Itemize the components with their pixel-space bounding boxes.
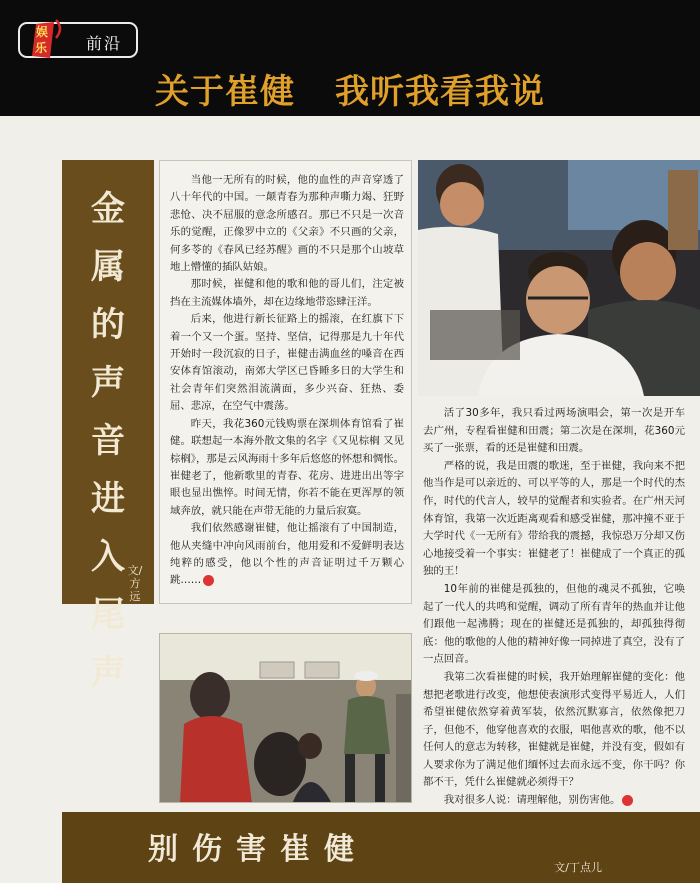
article2-paragraph: 我第二次看崔健的时候，我开始理解崔健的变化：他想把老歌进行改变，他想使表演形式变得平易近人，人们希望崔健依然穿着黄军装，依然沉默寡言，依然像把刀子，但他不，他穿他喜欢的衣服，唱他喜欢的歌，他不以任何人的意志为转移，崔健就是崔健，并没有变，假如有人要求你为了满足他们缅怀过去而永远不变，你干吗？你都不干，凭什么崔健就必须得干？ xyxy=(423,670,685,789)
article1-paragraph: 昨天，我花360元钱购票在深圳体育馆看了崔健。联想起一本海外散文集的名字《又见棕榈 又见棕榈》，那是云风海雨十多年后悠悠的怀想和惆怅。崔健老了，他新歌里的青春、花房、进进出出等字眼也显出憔悴。时间无情，你若不能在更浑厚的领域奔放，就只能在声带无能的力量后寂寞。 xyxy=(170,417,404,517)
article2-body xyxy=(423,405,685,810)
end-mark-icon xyxy=(203,575,214,586)
article1-body xyxy=(159,160,412,604)
svg-text:乐: 乐 xyxy=(35,41,48,55)
rehearsal-photo xyxy=(418,160,700,396)
article1-paragraph: 当他一无所有的时候，他的血性的声音穿透了八十年代的中国。一颠青春为那种声嘶力竭、狂野悲怆、决不屈服的意念所感召。那已不只是一次音乐的觉醒，正像罗中立的《父亲》不只画的父亲，何多苓的《春风已经苏醒》画的不只是那个山坡草地上懵懂的插队姑娘。 xyxy=(170,174,404,274)
article2-byline: 文/丁点儿 xyxy=(554,861,602,874)
yule-logo-icon xyxy=(30,16,66,62)
article1-title: 金 属 的 声 音 进 入 尾 声 xyxy=(91,189,125,693)
article2-title-band xyxy=(62,812,700,883)
section-label: 前沿 xyxy=(86,34,123,53)
article1-byline: 文/方远 xyxy=(127,564,143,603)
article2-paragraph: 10年前的崔健是孤独的，但他的魂灵不孤独，它唤起了一代人的共鸣和觉醒，调动了所有青年的热血并让他们跟他一起沸腾；现在的崔健还是孤独的，却孤独得彻底：他的歌他的人他的精神好像一同掉进了真空，没有了一点回音。 xyxy=(423,582,685,666)
article2-title: 别伤害崔健 xyxy=(148,832,368,867)
end-mark-icon xyxy=(622,795,633,806)
svg-text:娱: 娱 xyxy=(36,25,49,39)
headline-right: 我听我看我说 xyxy=(335,72,545,112)
page-headline xyxy=(0,64,700,113)
headline-left: 关于崔健 xyxy=(155,72,295,112)
backstage-photo xyxy=(159,633,412,803)
article1-paragraph: 那时候，崔健和他的歌和他的哥儿们，注定被挡在主流媒体墙外，却在边缘地带恣肆汪洋。 xyxy=(170,278,404,308)
article2-paragraph: 严格的说，我是田震的歌迷，至于崔健，我向来不把他当作是可以亲近的、可以平等的人，那是一个时代的杰作，时代的代言人，较早的觉醒者和实验者。在广州天河体育馆，我第一次近距离观看和感受崔健，那冲撞不亚于大学时代《一无所有》带给我的震撼，我惊恐万分却又伤心地接受着一个事实：崔健老了！崔健成了一个真正的孤独的王！ xyxy=(423,459,685,578)
section-badge xyxy=(18,22,138,58)
article2-paragraph: 我对很多人说：请理解他，别伤害他。 xyxy=(423,792,685,810)
article2-paragraph: 活了30多年，我只看过两场演唱会，第一次是开车去广州，专程看崔健和田震；第二次是在深圳，花360元买了一张票，看的还是崔健和田震。 xyxy=(423,407,685,455)
article1-paragraph: 我们依然感谢崔健，他让摇滚有了中国制造，他从夹缝中冲向风雨前台，他用爱和不爱鲜明表达纯粹的感受，他以个性的声音证明过千万颗心跳…… xyxy=(170,522,404,587)
page-header xyxy=(0,0,700,116)
article1-title-column xyxy=(62,160,154,693)
article1-paragraph: 后来，他进行新长征路上的摇滚，在红旗下下着一个又一个蛋。坚持、坚信，记得那是九十年代开始时一段沉寂的日子，崔健击满血丝的嗓音在西安体育馆滚动，南郊大学区已昏睡多日的大学生和社会青年们突然泪流满面，多少兴奋、狂热、委屈、悲凉，在空气中震荡。 xyxy=(170,313,404,413)
